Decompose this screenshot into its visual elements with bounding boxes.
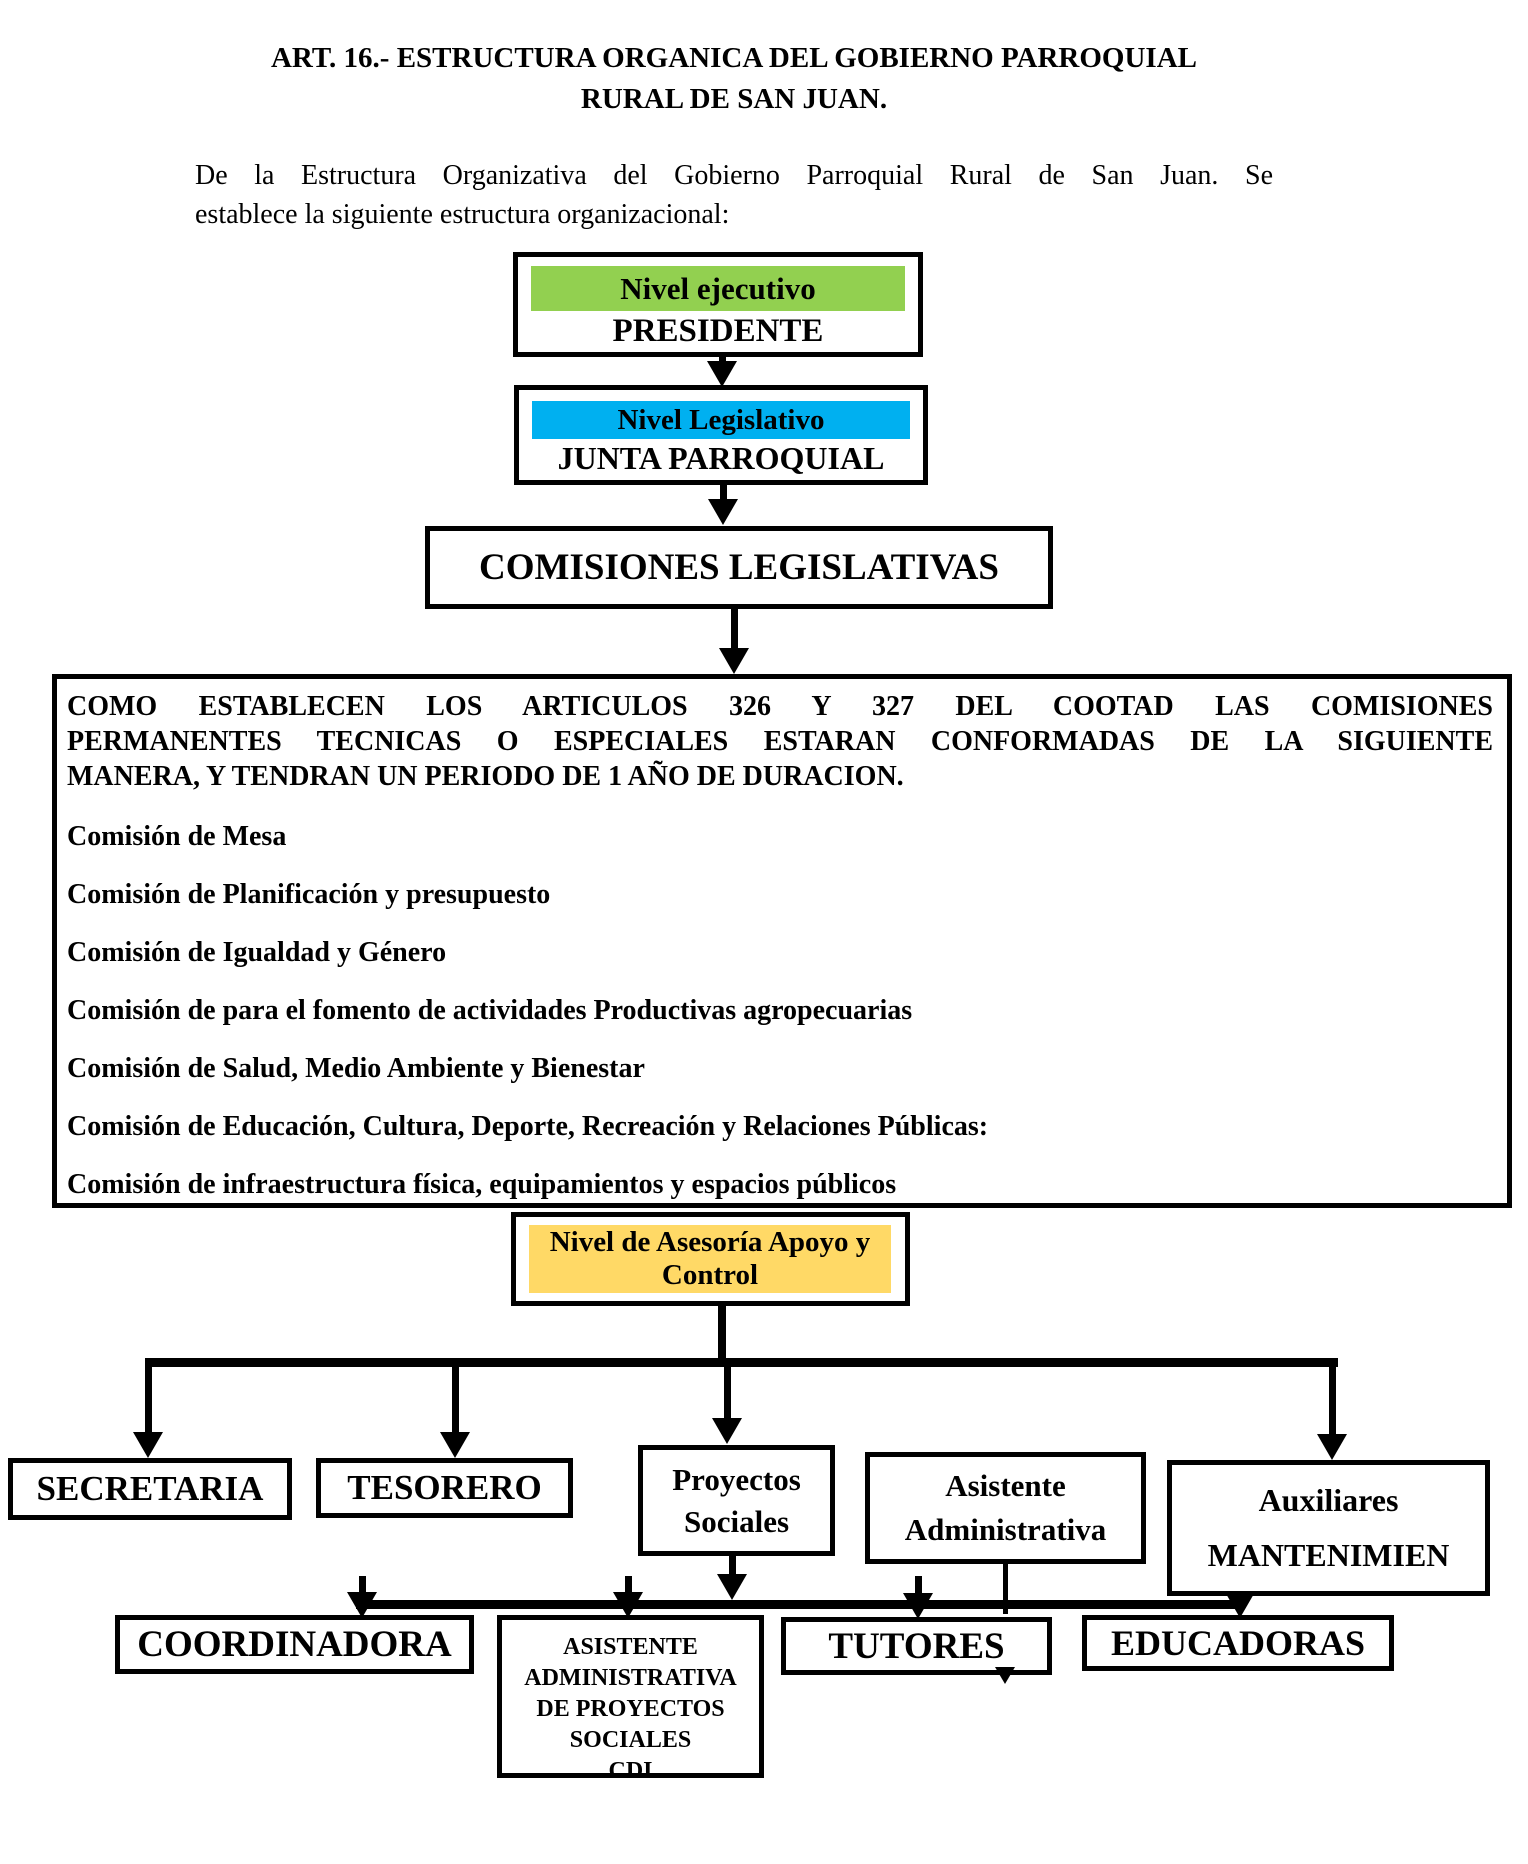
junta-parroquial-label: JUNTA PARROQUIAL: [557, 440, 885, 476]
connector-to-proyectos: [724, 1358, 731, 1420]
asesoria-level-strip: [529, 1225, 891, 1293]
proyectos-label-line2: Sociales: [683, 1503, 790, 1539]
detail-para-line1: COMO ESTABLECEN LOS ARTICULOS 326 Y 327 DEL COOTAD LAS COMISIONES: [67, 691, 1493, 722]
asistente-cdi-line: DE PROYECTOS: [536, 1696, 725, 1722]
comision-item: Comisión de Educación, Cultura, Deporte, Recreación y Relaciones Públicas:: [67, 1111, 989, 1142]
asistente-cdi-line: SOCIALES: [569, 1727, 692, 1753]
node-coordinadora: [115, 1615, 474, 1674]
detail-para-line2: PERMANENTES TECNICAS O ESPECIALES ESTARAN CONFORMADAS DE LA SIGUIENTE: [67, 726, 1493, 757]
asistente-label-line1: Asistente: [945, 1468, 1066, 1503]
auxiliares-label-line1: Auxiliares: [1258, 1482, 1399, 1519]
asesoria-label-line1: Nivel de Asesoría Apoyo y: [549, 1226, 871, 1258]
arrowhead-to-proyectos: [712, 1418, 742, 1444]
node-presidente: [513, 252, 923, 357]
arrowhead-proyectos-rail2: [717, 1574, 747, 1600]
article-title-line1: ART. 16.- ESTRUCTURA ORGANICA DEL GOBIERNO PARROQUIAL: [270, 42, 1198, 74]
educadoras-label: EDUCADORAS: [1110, 1623, 1366, 1663]
comision-item: Comisión de Salud, Medio Ambiente y Bienestar: [67, 1053, 645, 1084]
connector-asesoria-stem: [718, 1306, 726, 1360]
comisiones-detail-paragraph: [67, 689, 1493, 794]
connector-to-tesorero: [452, 1358, 459, 1434]
connector-to-auxiliares: [1329, 1358, 1336, 1436]
arrowhead-to-coordinadora: [347, 1592, 377, 1618]
comisiones-detail-box: [52, 674, 1512, 1208]
intro-line2: establece la siguiente estructura organizacional:: [195, 199, 730, 230]
node-asistente-cdi: [497, 1615, 764, 1784]
node-proyectos-sociales: [638, 1445, 835, 1556]
comision-item: Comisión de Igualdad y Género: [67, 937, 447, 968]
connector-level1-rail: [148, 1358, 1338, 1367]
arrowhead-to-tesorero: [440, 1432, 470, 1458]
connector-level2-rail: [356, 1600, 1244, 1609]
intro-line1: De la Estructura Organizativa del Gobierno Parroquial Rural de San Juan. Se: [195, 160, 1273, 191]
node-educadoras: [1082, 1615, 1394, 1671]
arrowhead-comisiones-detalle: [719, 648, 749, 674]
node-asistente-administrativa: [865, 1452, 1146, 1564]
comision-item: Comisión de Mesa: [67, 821, 287, 852]
arrowhead-presidente-junta: [707, 361, 737, 387]
arrowhead-through-tutores: [995, 1667, 1015, 1684]
legislative-level-strip: [532, 401, 910, 439]
arrowhead-to-tutores: [903, 1593, 933, 1619]
asistente-cdi-line: ASISTENTE: [563, 1634, 698, 1660]
asistente-label-line2: Administrativa: [904, 1512, 1107, 1547]
detail-para-line3: MANERA, Y TENDRAN UN PERIODO DE 1 AÑO DE DURACION.: [67, 761, 904, 792]
node-tesorero: [316, 1458, 573, 1518]
comisiones-legislativas-label: COMISIONES LEGISLATIVAS: [479, 547, 999, 588]
executive-level-strip: [531, 266, 905, 311]
executive-level-label: Nivel ejecutivo: [620, 270, 816, 306]
arrowhead-to-secretaria: [133, 1432, 163, 1458]
arrowhead-to-auxiliares: [1317, 1434, 1347, 1460]
article-title: [195, 38, 1273, 120]
asistente-cdi-line: ADMINISTRATIVA: [524, 1665, 737, 1691]
asistente-cdi-line: CDI: [608, 1758, 653, 1784]
tesorero-label: TESORERO: [347, 1468, 542, 1507]
comision-item: Comisión de infraestructura física, equipamientos y espacios públicos: [67, 1169, 897, 1200]
node-asesoria: [511, 1212, 910, 1306]
intro-paragraph: [195, 156, 1273, 234]
node-auxiliares-mantenimiento: [1167, 1460, 1490, 1596]
proyectos-label-line1: Proyectos: [672, 1461, 801, 1497]
tutores-label: TUTORES: [828, 1625, 1005, 1667]
asesoria-label-line2: Control: [661, 1259, 759, 1291]
article-title-line2: RURAL DE SAN JUAN.: [580, 83, 888, 115]
node-secretaria: [8, 1458, 292, 1520]
node-junta-parroquial: [514, 385, 928, 485]
comision-item: Comisión de Planificación y presupuesto: [67, 879, 551, 910]
connector-to-secretaria: [145, 1358, 152, 1434]
presidente-label: PRESIDENTE: [612, 313, 824, 349]
comision-item: Comisión de para el fomento de actividades Productivas agropecuarias: [67, 995, 913, 1026]
node-comisiones-legislativas: [425, 526, 1053, 609]
coordinadora-label: COORDINADORA: [137, 1624, 452, 1665]
connector-comisiones-detalle: [731, 609, 738, 650]
arrowhead-to-asistente-cdi: [613, 1592, 643, 1618]
secretaria-label: SECRETARIA: [36, 1469, 264, 1508]
arrowhead-junta-comisiones: [708, 499, 738, 525]
legislative-level-label: Nivel Legislativo: [617, 403, 825, 436]
arrowhead-to-educadoras: [1225, 1592, 1255, 1618]
auxiliares-label-line2: MANTENIMIEN: [1207, 1536, 1450, 1573]
